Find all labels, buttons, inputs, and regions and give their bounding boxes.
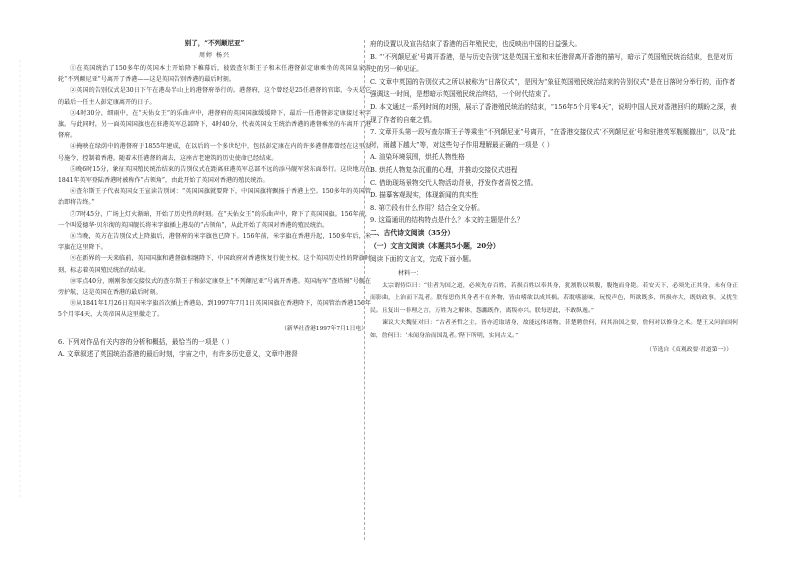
classical-text-1: 太宗谓侍臣曰：“往者为国之道，必须先存百姓，若损百姓以奉其身，犹割股以啖腹，腹饱而身毙。若安天下，必须先正其身，未有身正而影曲，上治而下乱者。朕每思伤其身者不在外物，皆由嗜欲以成其祸。若耽嗜滋味，玩悦声色，所欲既多，所损亦大，既妨政事，又扰生民。且复出一非理之言，万姓为之解体，怨讟既作，离叛亦兴。朕每思此，不敢纵逸。” <box>370 282 738 314</box>
classical-source: （节选自《贞观政要·君道第一》） <box>646 347 732 354</box>
question-9: 9. 这篇通讯的结构特点是什么？本文的主题是什么？ <box>370 216 524 225</box>
paragraph-10: ⑩零点40分，刚刚参加交接仪式的查尔斯王子和彭定康登上“不列颠尼亚”号离开香港。英国海军“查塔姆”号舰在旁护航，这是英国在香港的最后时刻。 <box>58 277 371 297</box>
paragraph-3: ③4时30分，细雨中，在“天佑女王”的乐曲声中，港督府的英国国旗缓缓降下，最后一任港督彭定康接过米字旗。与此同时，另一面英国国旗也在驻港英军总部降下，4时40分，代表英国女王统治香港的港督乘坐的车离开了港督府。 <box>58 109 371 140</box>
question-6-option-c: C. 文章中英国的告别仪式之所以被称为“日落仪式”，是因为“象征英国殖民统治结束的告别仪式”是在日落时分举行的，而作者强调这一时间，是想暗示英国殖民统治终结，一个时代结束了。 <box>370 77 736 99</box>
paragraph-1: ①在英国统治了150多年的英国本土开始降下帷幕后，彼毁查尔斯王子和末任港督彭定康乘坐的英国皇家游轮“不列颠尼亚”号离开了香港——这是英国告别香港的最后时刻。 <box>58 65 371 84</box>
subsection-heading: （一）文言文阅读（本题共5小题，20分） <box>370 241 500 250</box>
question-7-option-a: A. 渲染环境氛围，烘托人物性格 <box>370 153 465 162</box>
right-column <box>370 38 738 353</box>
binding-margin <box>16 60 24 500</box>
article-title: 别了，“不列颠尼亚” <box>184 39 245 47</box>
option-a-continued: 府的设置以及宣告结束了香港的百年殖民史，也反映出中国的日益强大。 <box>370 40 581 48</box>
question-6-option-b: B. “‘不列颠尼亚’号离开香港，是与历史告别”这是英国王室和末任港督离开香港的描写，暗示了英国殖民统治结束，也是对历史的另一种见证。 <box>370 52 733 74</box>
section-heading: 二、古代诗文阅读（35分） <box>370 228 455 237</box>
question-6-option-a: A. 文章叙述了英国统治香港的最后时刻，宇宙之中，有许多历史意义，文章中港督 <box>58 350 298 359</box>
paragraph-5: ⑤晚6时15分，象征英国殖民统治结束的告别仪式在距离驻港英军总部不远的添马舰军营东面举行。这块地方在1841年英军登陆香港时被称作“占领角”，由此开始了英国对香港的殖民统治。 <box>58 165 371 185</box>
question-8: 8. 第⑦段有什么作用？结合全文分析。 <box>370 203 484 212</box>
question-6-option-d: D. 本文通过一系列时间的对照，展示了香港殖民统治的结束，“156年5个月零4天”，说明中国人民对香港回归的期盼之深，表现了作者的自豪之情。 <box>370 102 737 124</box>
left-column <box>58 38 371 361</box>
paragraph-11: ⑪从1841年1月26日英国米字旗首次插上香港岛，到1997年7月1日英国国旗在香港降下，英国管治香港156年5个月零4天，大英帝国从这里撤走了。 <box>58 300 371 319</box>
question-7: 7. 文章开头第一段写查尔斯王子等乘坐“不列颠尼亚”号离开，“在香港交接仪式‘不列颠尼亚’号和驻港英军舰艇撤出”，以及“此时，雨越下越大”等，对这些句子作用理解最正确的一项是（ ） <box>370 128 736 149</box>
classical-text-2: 谏议大夫魏征对曰：“古者圣哲之主，皆亦近取诸身，故能远体诸物。昔楚聘詹何，问其治国之要，詹何对以修身之术。楚王又问治国何如，詹何曰：‘未闻身治而国乱者。’陛下所明，实同古义。” <box>370 320 738 339</box>
reading-instruction: 阅读下面的文言文，完成下面小题。 <box>370 254 476 263</box>
article-source: （新华社香港1997年7月1日电） <box>281 325 367 332</box>
question-7-option-b: B. 烘托人物复杂沉重的心理，并推动交接仪式进程 <box>370 165 518 174</box>
paragraph-4: ④掩映在绿荫中的港督府于1855年建成，在以后的一个多世纪中，包括彭定康在内的许多港督都曾经在这里发号施令，控制着香港。随着末任港督的离去，这座古老建筑的历史使命已经结束。 <box>58 143 371 162</box>
question-6: 6. 下列对作品有关内容的分析和概括，最恰当的一项是（ ） <box>58 337 234 346</box>
question-7-option-c: C. 借助现场景物交代人物活动背景，抒发作者喜悦之情。 <box>370 178 538 187</box>
article-author: 周婷 杨兴 <box>199 52 230 59</box>
paragraph-9: ⑨在新界的一天来临前，英国国旗和港督旗相继降下，中国政府对香港恢复行使主权。这个英国历史性的降旗时刻，标志着英国殖民统治的结束。 <box>58 255 371 274</box>
question-7-option-d: D. 描摹客观现实，体现新闻的真实性 <box>370 191 479 200</box>
paragraph-8: ⑧当晚，英方在告别仪式上降旗后，港督府的米字旗也已降下。156年前，米字旗在香港升起，150多年后，米字旗在这里降下。 <box>58 233 371 252</box>
paragraph-6: ⑥查尔斯王子代表英国女王宣读告别词：“英国国旗就要降下，中国国旗将飘扬于香港上空。150多年的英国管治即将告终。” <box>58 188 371 207</box>
paragraph-7: ⑦7时45分，广场上灯火渐暗，开始了历史性的时刻。在“天佑女王”的乐曲声中，降下了英国国旗。156年前，一个叫爱德华·贝尔彻的英国舰长将米字旗插上港岛的“占领角”，从此开始了英国对香港的殖民统治。 <box>58 210 371 229</box>
column-divider <box>364 40 365 540</box>
paragraph-2: ②英国的告别仪式是30日下午在港岛半山上的港督府举行的。港督府，这个曾经是25任港督的官邸，今天是它的最后一任主人彭定康离开的日子。 <box>58 87 371 106</box>
material-label: 材料一： <box>398 269 423 277</box>
